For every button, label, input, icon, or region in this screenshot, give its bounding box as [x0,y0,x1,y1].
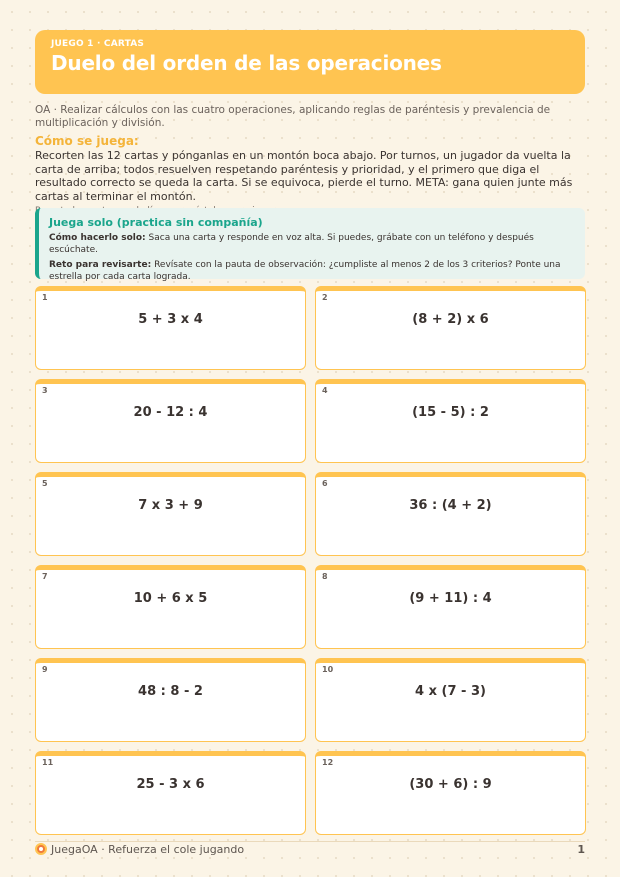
game-kicker: JUEGO 1 · CARTAS [51,39,145,49]
game-card [315,751,586,835]
card-number: 11 [42,758,54,767]
solo-review-label: Reto para revisarte: [49,260,152,270]
card-number: 1 [42,293,48,302]
card-expression: (9 + 11) : 4 [409,591,492,606]
card-number: 4 [322,386,328,395]
solo-review-line [49,259,575,283]
page-number: 1 [577,843,585,856]
card-number: 9 [42,665,48,674]
game-card [35,751,306,835]
card-expression: 48 : 8 - 2 [138,684,203,699]
page-header [35,30,585,94]
footer-divider [35,841,585,842]
solo-play-title: Juega solo (practica sin compañía) [49,216,263,229]
card-expression: 4 x (7 - 3) [415,684,486,699]
game-card [35,379,306,463]
game-card [35,565,306,649]
card-expression: (8 + 2) x 6 [412,312,489,327]
card-expression: 36 : (4 + 2) [409,498,492,513]
game-rules: Recorten las 12 cartas y pónganlas en un montón boca abajo. Por turnos, un jugador da vuelta la carta de arriba; todos resuelven respetando paréntesis y prioridad, y el primero que diga el resultado correcto se queda la carta. Si se equivoca, pierde el turno. META: gana quien junte más cartas al terminar el montón. [35,149,573,203]
card-expression: (30 + 6) : 9 [409,777,492,792]
card-number: 6 [322,479,328,488]
game-card [35,658,306,742]
intro-section [35,104,587,216]
solo-how-line [49,232,575,256]
card-expression: 7 x 3 + 9 [138,498,203,513]
card-number: 3 [42,386,48,395]
card-expression: 25 - 3 x 6 [136,777,205,792]
card-grid [35,286,586,835]
game-card [35,286,306,370]
learning-objective: OA · Realizar cálculos con las cuatro operaciones, aplicando reglas de paréntesis y prevalencia de multiplicación y división. [35,104,551,129]
game-card [315,658,586,742]
card-number: 12 [322,758,334,767]
card-number: 5 [42,479,48,488]
howto-heading: Cómo se juega: [35,134,139,148]
game-card [315,286,586,370]
solo-how-text: Saca una carta y responde en voz alta. Si puedes, grábate con un teléfono y después escúchate. [49,233,534,255]
card-expression: 20 - 12 : 4 [133,405,208,420]
card-number: 2 [322,293,328,302]
juegaoa-logo-icon [35,843,47,855]
game-card [315,379,586,463]
card-expression: 10 + 6 x 5 [133,591,208,606]
card-number: 10 [322,665,334,674]
card-expression: 5 + 3 x 4 [138,312,203,327]
card-expression: (15 - 5) : 2 [412,405,489,420]
game-card [315,472,586,556]
solo-review-text: Revísate con la pauta de observación: ¿cumpliste al menos 2 de los 3 criterios? Ponte una estrella por cada carta lograda. [49,260,561,282]
game-card [315,565,586,649]
page-footer [35,843,585,857]
card-number: 7 [42,572,48,581]
solo-play-box [35,208,585,282]
page-title: Duelo del orden de las operaciones [51,51,442,75]
solo-how-label: Cómo hacerlo solo: [49,233,146,243]
card-number: 8 [322,572,328,581]
game-card [35,472,306,556]
footer-brand: JuegaOA · Refuerza el cole jugando [51,843,245,856]
